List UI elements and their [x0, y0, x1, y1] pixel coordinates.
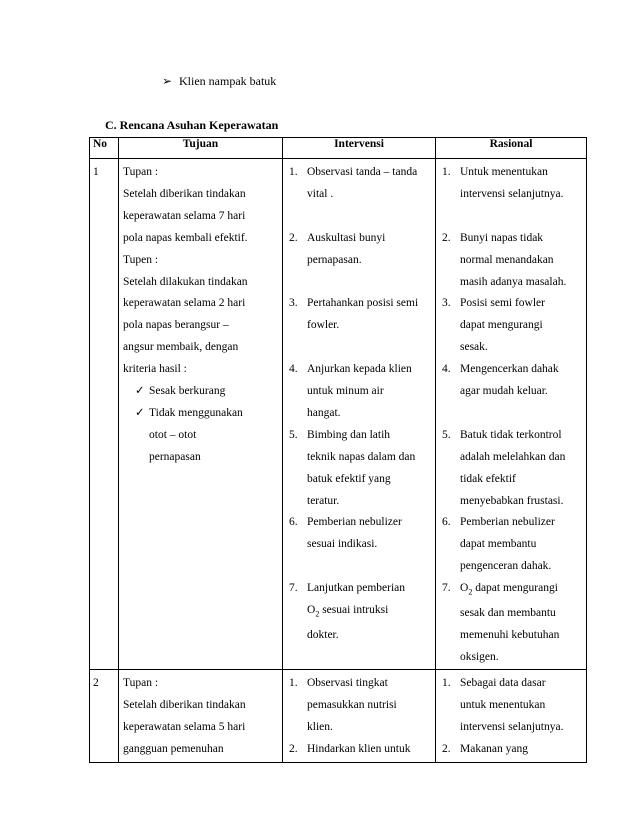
row-number: 2 [90, 670, 119, 763]
section-heading: C. Rencana Asuhan Keperawatan [105, 118, 279, 132]
tujuan-line: Tupen : [123, 253, 159, 266]
list-item: 2. Bunyi napas tidak normal menandakan masih adanya masalah. [442, 231, 567, 288]
tujuan-line: kriteria hasil : [123, 363, 187, 376]
list-item: 3. Posisi semi fowler dapat mengurangi sesak. [442, 297, 545, 354]
header-intervensi: Intervensi [283, 138, 436, 159]
tujuan-line: pola napas kembali efektif. [123, 231, 248, 244]
list-item: 4. Mengencerkan dahak agar mudah keluar. [442, 363, 559, 398]
header-tujuan: Tujuan [119, 138, 283, 159]
list-item: 2. Hindarkan klien untuk [289, 742, 411, 755]
list-item: 1. Untuk menentukan intervensi selanjutnya. [442, 166, 564, 200]
header-rasional: Rasional [436, 138, 587, 159]
list-item: 1. Observasi tanda – tanda vital . [289, 166, 418, 200]
tujuan-line: Setelah dilakukan tindakan [123, 275, 248, 288]
criteria-text: Sesak berkurang [149, 385, 226, 398]
header-no: No [90, 138, 119, 159]
tujuan-cell [119, 670, 283, 763]
list-item: 7. $O_2$ dapat mengurangi sesak dan membantu memenuhi kebutuhan oksigen. [442, 582, 560, 664]
tujuan-cell [119, 159, 283, 670]
arrow-bullet-icon: ➢ [162, 74, 173, 88]
checkmark-icon: ✓ [135, 385, 145, 398]
tujuan-line: gangguan pemenuhan [123, 742, 224, 755]
tujuan-line: pola napas berangsur – [123, 319, 229, 332]
list-item: 6. Pemberian nebulizer sesuai indikasi. [289, 516, 402, 551]
rasional-cell [436, 670, 587, 763]
table-header-row [90, 138, 587, 159]
intervensi-cell [283, 159, 436, 670]
care-plan-table [89, 137, 587, 763]
criteria-item [123, 381, 279, 403]
criteria-text: pernapasan [149, 450, 201, 463]
list-item: 7. Lanjutkan pemberian $O_2$ sesuai intruksi dokter. [289, 582, 406, 642]
criteria-text: otot – otot [149, 428, 197, 441]
table-row [90, 670, 587, 763]
list-item: 6. Pemberian nebulizer dapat membantu pengenceran dahak. [442, 516, 555, 573]
list-item: 5. Batuk tidak terkontrol adalah melelahkan dan tidak efektif menyebabkan frustasi. [442, 428, 566, 507]
tujuan-line: keperawatan selama 7 hari [123, 209, 246, 222]
list-item: 5. Bimbing dan latih teknik napas dalam dan batuk efektif yang teratur. [289, 428, 416, 507]
tujuan-line: angsur membaik, dengan [123, 341, 239, 354]
tujuan-line: Setelah diberikan tindakan [123, 699, 246, 712]
tujuan-line: Setelah diberikan tindakan [123, 187, 246, 200]
list-item: 4. Anjurkan kepada klien untuk minum air hangat. [289, 363, 412, 419]
table-row [90, 159, 587, 670]
list-item: 2. Auskultasi bunyi pernapasan. [289, 231, 386, 266]
tujuan-line: keperawatan selama 5 hari [123, 720, 246, 733]
tujuan-line: keperawatan selama 2 hari [123, 297, 246, 310]
tujuan-line: Tupan : [123, 166, 159, 178]
list-item: 2. Makanan yang [442, 742, 529, 755]
row-number: 1 [90, 159, 119, 670]
rasional-cell [436, 159, 587, 670]
criteria-item [123, 403, 279, 425]
top-bullet [162, 74, 276, 89]
intervensi-cell [283, 670, 436, 763]
tujuan-line: Tupan : [123, 677, 159, 690]
list-item: 3. Pertahankan posisi semi fowler. [289, 297, 419, 332]
checkmark-icon: ✓ [135, 406, 145, 419]
top-bullet-text: Klien nampak batuk [179, 74, 277, 88]
list-item: 1. Sebagai data dasar untuk menentukan intervensi selanjutnya. [442, 677, 564, 733]
list-item: 1. Observasi tingkat pemasukkan nutrisi klien. [289, 677, 397, 733]
criteria-text: Tidak menggunakan [149, 406, 243, 419]
